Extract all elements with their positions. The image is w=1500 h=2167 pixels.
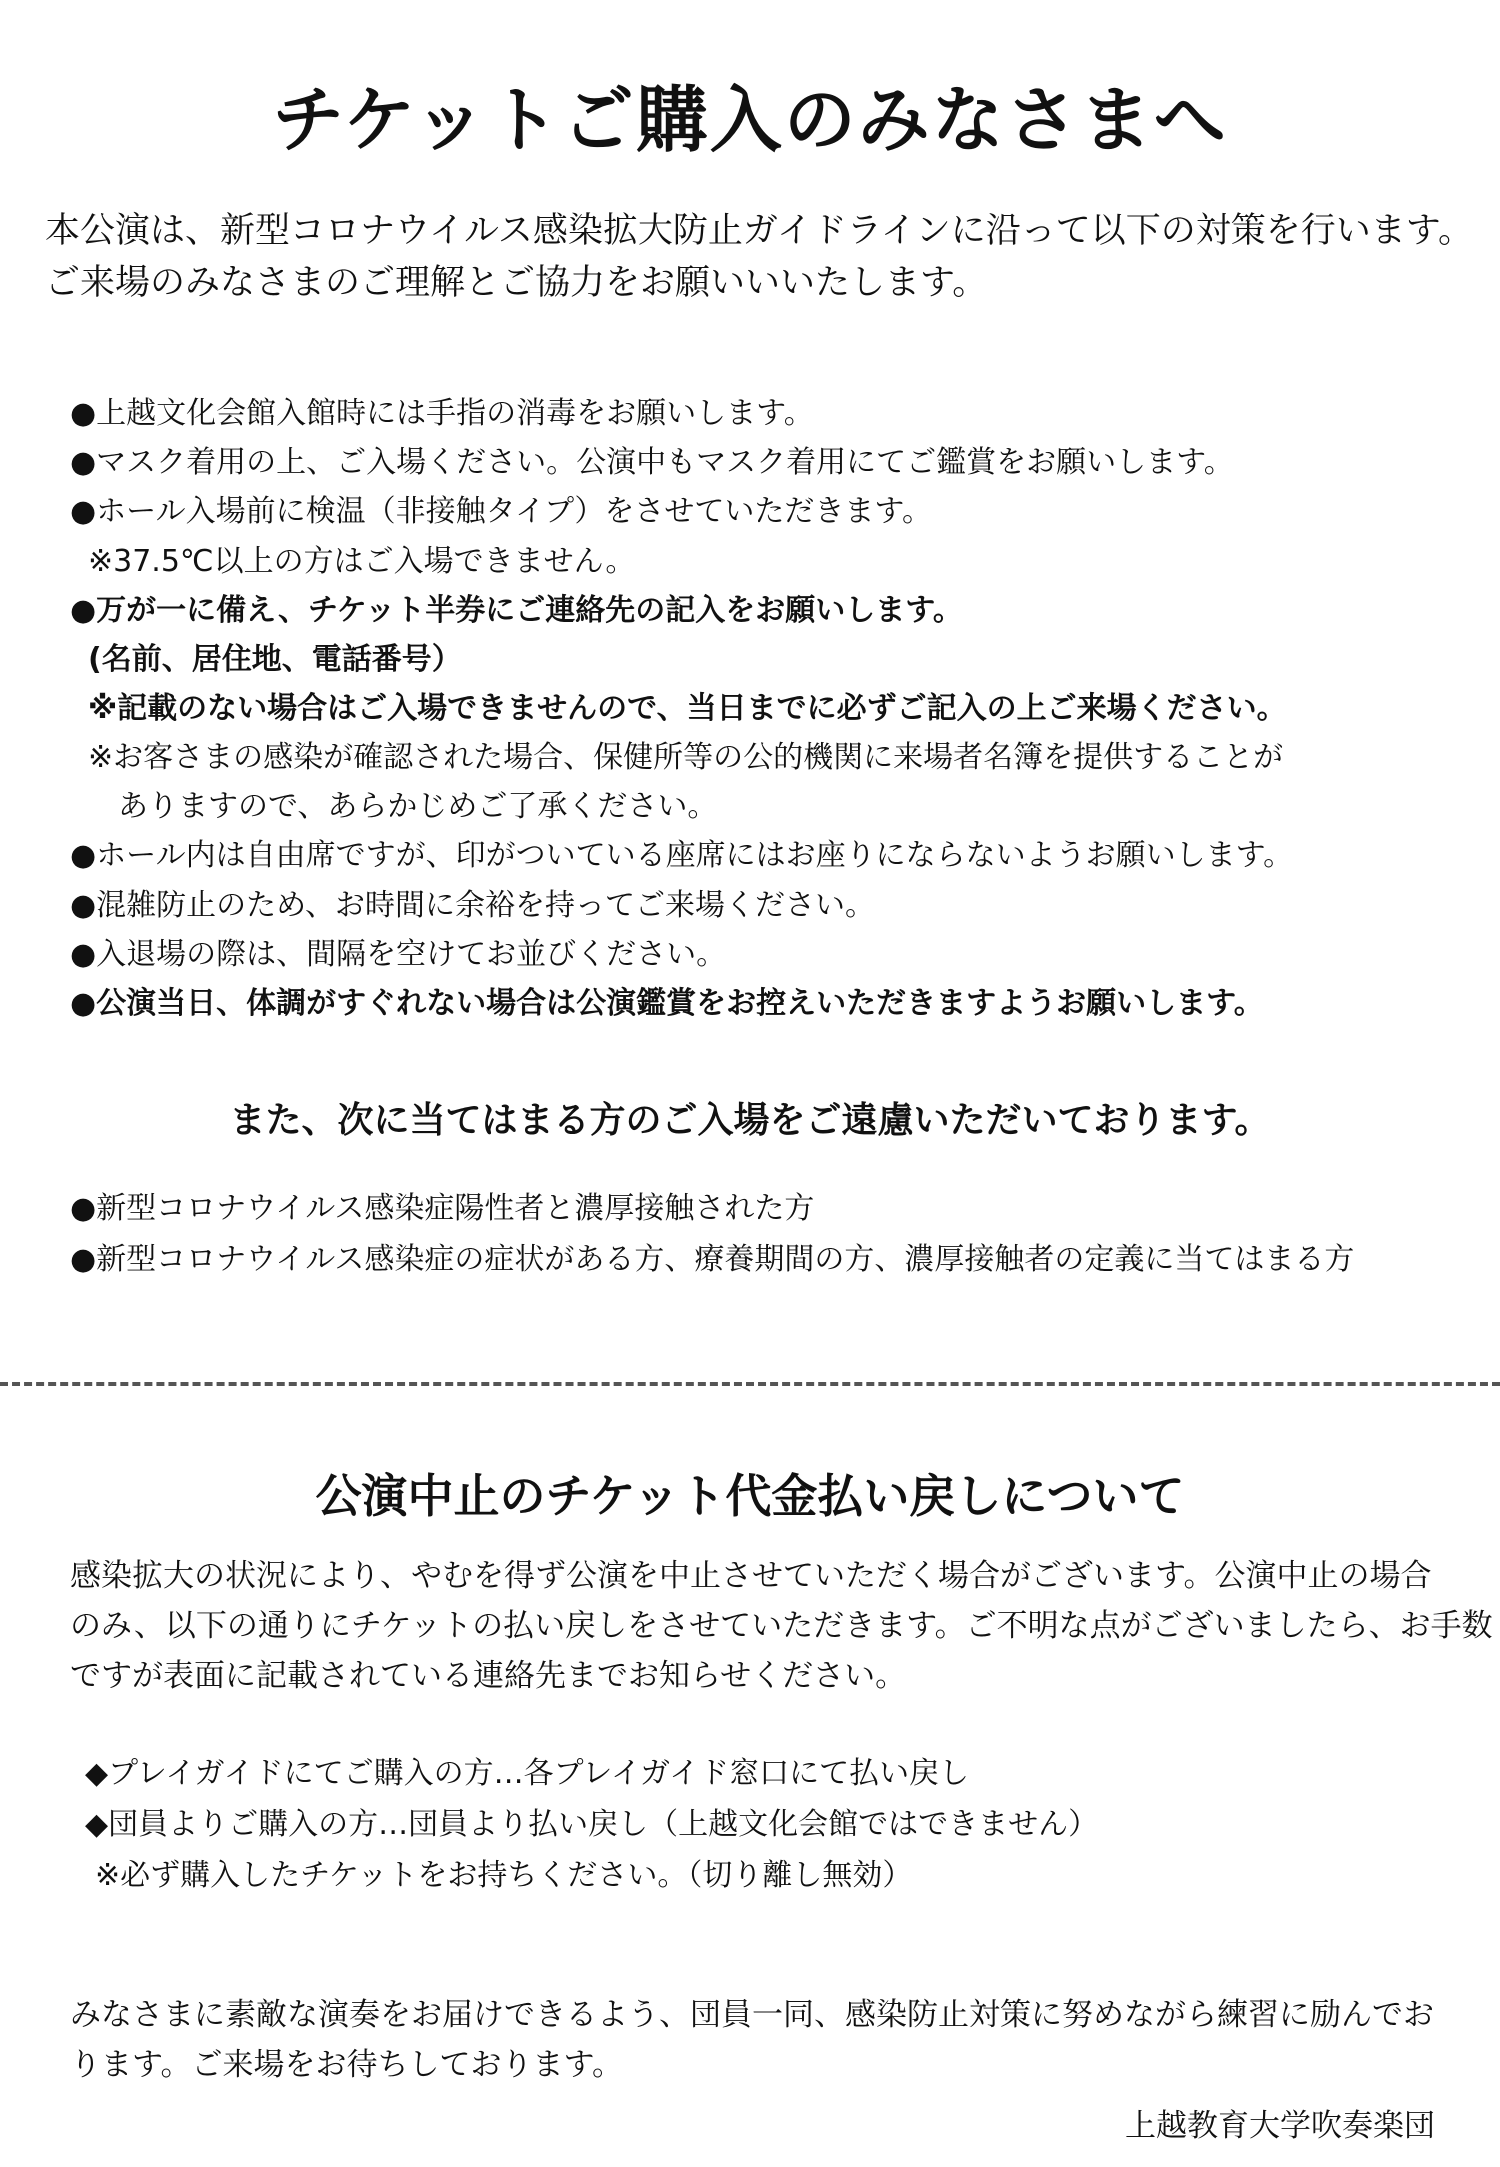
measure-item: ●万が一に備え、チケット半券にご連絡先の記入をお願いします。 [70,593,963,628]
measure-note: ※37.5℃以上の方はご入場できません。 [88,544,636,579]
refund-note: ※必ず購入したチケットをお持ちください。（切り離し無効） [95,1858,913,1893]
refund-paragraph-line: 感染拡大の状況により、やむを得ず公演を中止させていただく場合がございます。公演中止の場合 [70,1558,1432,1594]
refund-item: ◆団員よりご購入の方…団員より払い戻し（上越文化会館ではできません） [85,1807,1099,1842]
closing-line: みなさまに素敵な演奏をお届けできるよう、団員一同、感染防止対策に努めながら練習に励んでお [70,1997,1434,2033]
measure-item: ●公演当日、体調がすぐれない場合は公演鑑賞をお控えいただきますようお願いします。 [70,986,1264,1021]
measure-note: (名前、居住地、電話番号） [88,642,462,677]
measure-note: ※お客さまの感染が確認された場合、保健所等の公的機関に来場者名簿を提供することが [88,740,1284,775]
signature: 上越教育大学吹奏楽団 [1125,2108,1435,2144]
closing-line: ります。ご来場をお待ちしております。 [70,2047,624,2083]
measure-item: ●ホール入場前に検温（非接触タイプ）をさせていただきます。 [70,494,932,529]
section-divider [0,1382,1500,1386]
refund-title: 公演中止のチケット代金払い戻しについて [315,1469,1185,1523]
measure-item: ●上越文化会館入館時には手指の消毒をお願いします。 [70,396,814,431]
refusal-item: ●新型コロナウイルス感染症の症状がある方、療養期間の方、濃厚接触者の定義に当てはまる方 [70,1242,1355,1277]
page-title: チケットご購入のみなさまへ [272,78,1228,162]
refund-paragraph-line: のみ、以下の通りにチケットの払い戻しをさせていただきます。ご不明な点がございましたら、お手数 [70,1608,1493,1644]
refusal-item: ●新型コロナウイルス感染症陽性者と濃厚接触された方 [70,1191,815,1226]
measure-item: ●混雑防止のため、お時間に余裕を持ってご来場ください。 [70,888,875,923]
refund-paragraph-line: ですが表面に記載されている連絡先までお知らせください。 [70,1658,907,1694]
measure-item: ●ホール内は自由席ですが、印がついている座席にはお座りにならないようお願いします。 [70,838,1294,873]
measure-item: ●マスク着用の上、ご入場ください。公演中もマスク着用にてご鑑賞をお願いします。 [70,445,1234,480]
intro-line-2: ご来場のみなさまのご理解とご協力をお願いいいたします。 [45,263,988,303]
measure-note: ※記載のない場合はご入場できませんので、当日までに必ずご記入の上ご来場ください。 [88,691,1287,726]
refund-item: ◆プレイガイドにてご購入の方…各プレイガイド窓口にて払い戻し [85,1756,970,1791]
measure-item: ●入退場の際は、間隔を空けてお並びください。 [70,937,727,972]
measure-note: ありますので、あらかじめご了承ください。 [118,789,718,824]
refusal-heading: また、次に当てはまる方のご入場をご遠慮いただいております。 [229,1100,1271,1141]
intro-line-1: 本公演は、新型コロナウイルス感染拡大防止ガイドラインに沿って以下の対策を行います。 [45,211,1474,251]
